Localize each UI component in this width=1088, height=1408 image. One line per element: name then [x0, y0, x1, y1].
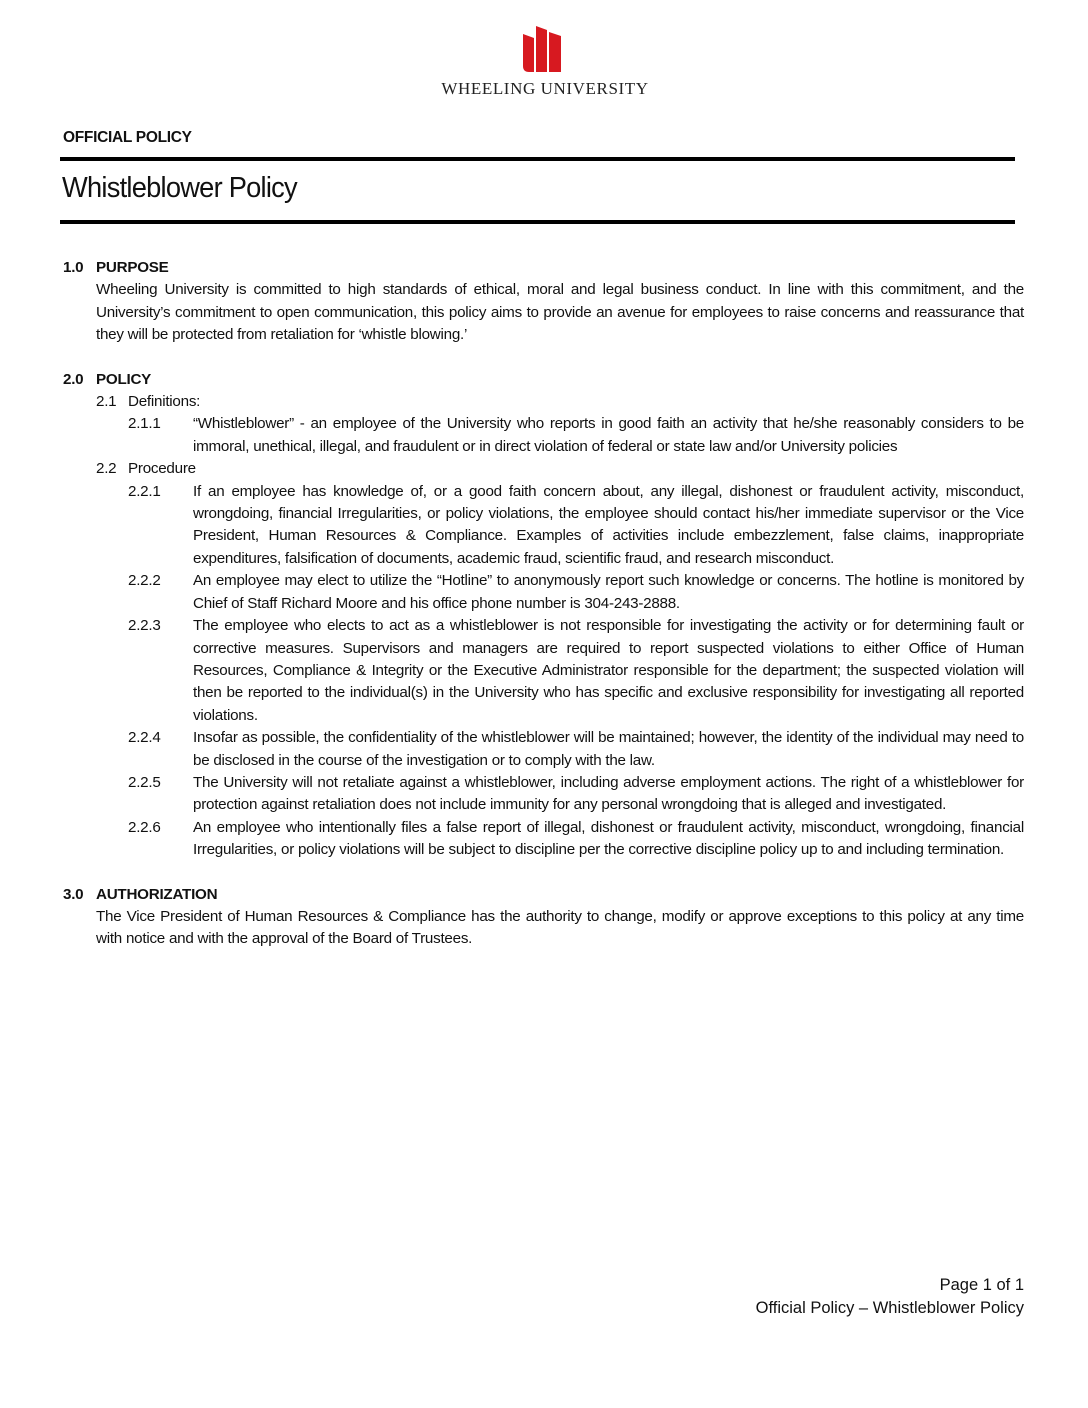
list-item [128, 727, 1024, 772]
item-number: 2.2.3 [128, 617, 161, 635]
logo-wordmark: WHEELING UNIVERSITY [441, 79, 649, 98]
item-text: An employee may elect to utilize the “Hotline” to anonymously report such knowledge or concerns. The hotline is monitored by Chief of Staff Richard Moore and his office phone number is 304-243-2888. [193, 572, 1024, 612]
page-number: Page 1 of 1 [939, 1276, 1024, 1294]
item-text: An employee who intentionally files a false report of illegal, dishonest or fraudulent activity, misconduct, wrongdoing, financial Irregularities, or policy violations will be subject to discipline per the corrective discipline policy up to and including termination. [193, 818, 1024, 859]
item-text: If an employee has knowledge of, or a good faith concern about, any illegal, dishonest or fraudulent activity, misconduct, wrongdoing, financial Irregularities, or policy violations, the employee should contact his/her immediate supervisor or the Vice President, Human Resources & Compliance. Examples of activities include embezzlement, false claims, inappropriate expenditures, falsification of documents, academic fraud, scientific fraud, and research misconduct. [193, 482, 1024, 567]
section-body: Wheeling University is committed to high standards of ethical, moral and legal business conduct. In line with this commitment, and the University’s commitment to open communication, this policy aims to provide an avenue for employees to raise concerns and reassurance that they will be protected from retaliation for ‘whistle blowing.’ [96, 281, 1024, 344]
list-item [128, 413, 1024, 458]
section-authorization [63, 884, 1024, 951]
section-purpose [63, 257, 1024, 347]
subsection-procedure [96, 458, 1024, 480]
bottom-rule [60, 220, 1015, 224]
list-item [128, 615, 1024, 727]
document-type-label: OFFICIAL POLICY [63, 129, 192, 146]
section-policy [63, 369, 1024, 862]
item-number: 2.2.6 [128, 818, 161, 836]
subsection-definitions [96, 391, 1024, 413]
section-body: The Vice President of Human Resources & Compliance has the authority to change, modify or approve exceptions to this policy at any time with notice and with the approval of the Board of Trustees. [96, 907, 1024, 948]
item-number: 2.2.2 [128, 572, 161, 590]
section-heading [63, 884, 1024, 906]
section-title: POLICY [96, 370, 152, 388]
subsection-number: 2.2 [96, 460, 117, 478]
subsection-number: 2.1 [96, 393, 117, 411]
item-text: “Whistleblower” - an employee of the University who reports in good faith an activity that he/she reasonably considers to be immoral, unethical, illegal, and fraudulent or in direct violation of federal or state law and/or University policies [193, 415, 1024, 455]
item-number: 2.2.1 [128, 482, 161, 500]
section-heading [63, 257, 1024, 279]
section-title: AUTHORIZATION [96, 885, 218, 903]
section-number: 2.0 [63, 370, 84, 388]
item-text: Insofar as possible, the confidentiality of the whistleblower will be maintained; however, the identity of the individual may need to be disclosed in the course of the investigation or to comply with the law. [193, 729, 1024, 769]
item-text: The University will not retaliate against a whistleblower, including adverse employment actions. The right of a whistleblower for protection against retaliation does not include immunity for any personal wrongdoing that is alleged and investigated. [193, 773, 1024, 814]
item-number: 2.1.1 [128, 415, 161, 433]
item-text: The employee who elects to act as a whistleblower is not responsible for investigating the activity or for determining fault or corrective measures. Supervisors and managers are required to report suspected violations to either Office of Human Resources, Compliance & Integrity or the Executive Administrator responsible for the department; the suspected violation will then be reported to the individual(s) in the University who has specific and exclusive responsibility for investigating all reported violations. [193, 617, 1024, 724]
list-item [128, 481, 1024, 571]
policy-content [63, 257, 1024, 973]
item-number: 2.2.5 [128, 773, 161, 791]
university-logo [428, 22, 662, 98]
list-item [128, 817, 1024, 862]
item-number: 2.2.4 [128, 729, 161, 747]
page-title: Whistleblower Policy [62, 172, 297, 204]
section-number: 3.0 [63, 885, 84, 903]
section-number: 1.0 [63, 259, 84, 276]
top-rule [60, 157, 1015, 161]
page-footer [756, 1274, 1024, 1320]
section-title: PURPOSE [96, 259, 169, 276]
footer-document-name: Official Policy – Whistleblower Policy [755, 1299, 1024, 1317]
list-item [128, 772, 1024, 817]
list-item [128, 570, 1024, 615]
section-heading [63, 369, 1024, 391]
subsection-title: Definitions: [128, 393, 201, 411]
subsection-title: Procedure [128, 460, 196, 478]
wheeling-university-building-logo-icon [521, 22, 571, 74]
